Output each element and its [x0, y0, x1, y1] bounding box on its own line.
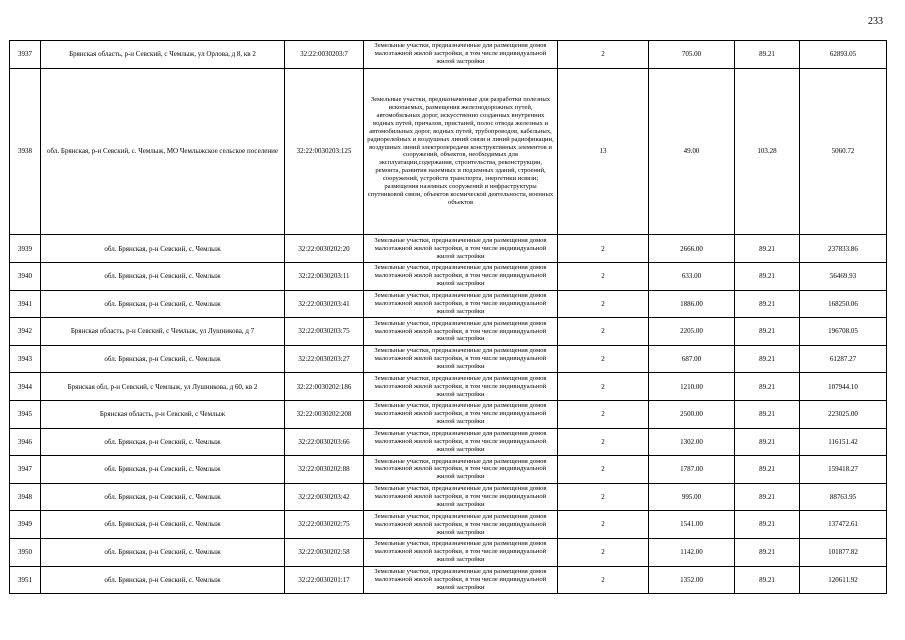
table-row [10, 345, 887, 373]
address-cell: обл. Брянская, р-н Севский, с. Чемлыж [41, 428, 285, 456]
value-cell: 61287.27 [800, 345, 887, 373]
cadastral-number-cell: 32:22:0030203:41 [285, 290, 364, 318]
group-cell: 2 [558, 345, 649, 373]
group-cell: 2 [558, 428, 649, 456]
land-use-cell: Земельные участки, предназначенные для размещения домов малоэтажной жилой застройки, в том числе индивидуальной жилой застройки [364, 373, 558, 401]
row-number: 3950 [10, 538, 41, 566]
table-row [10, 290, 887, 318]
rate-cell: 89.21 [735, 373, 800, 401]
land-use-cell: Земельные участки, предназначенные для размещения домов малоэтажной жилой застройки, в том числе индивидуальной жилой застройки [364, 428, 558, 456]
row-number: 3951 [10, 566, 41, 594]
group-cell: 2 [558, 566, 649, 594]
value-cell: 168250.06 [800, 290, 887, 318]
table-row [10, 235, 887, 263]
cadastral-number-cell: 32:22:0030202:186 [285, 373, 364, 401]
area-cell: 1142.00 [649, 538, 735, 566]
table-row [10, 41, 887, 69]
value-cell: 107944.10 [800, 373, 887, 401]
group-cell: 2 [558, 511, 649, 539]
table-row [10, 318, 887, 346]
land-use-cell: Земельные участки, предназначенные для размещения домов малоэтажной жилой застройки, в том числе индивидуальной жилой застройки [364, 511, 558, 539]
value-cell: 223025.00 [800, 400, 887, 428]
value-cell: 159418.27 [800, 456, 887, 484]
row-number: 3945 [10, 400, 41, 428]
value-cell: 120611.92 [800, 566, 887, 594]
page-number: 233 [868, 16, 883, 27]
land-use-cell: Земельные участки, предназначенные для размещения домов малоэтажной жилой застройки, в том числе индивидуальной жилой застройки [364, 538, 558, 566]
table-row [10, 566, 887, 594]
address-cell: Брянская область, р-н Севский, с Чемлыж, ул Лушникова, д 7 [41, 318, 285, 346]
address-cell: Брянская обл, р-н Севский, с Чемлыж, ул Лушникова, д 60, кв 2 [41, 373, 285, 401]
cadastral-number-cell: 32:22:0030202:88 [285, 456, 364, 484]
cadastral-number-cell: 32:22:0030202:20 [285, 235, 364, 263]
cadastral-number-cell: 32:22:0030202:75 [285, 511, 364, 539]
address-cell: обл. Брянская, р-н Севский, с. Чемлыж [41, 538, 285, 566]
address-cell: обл. Брянская, р-н Севский, с. Чемлыж [41, 290, 285, 318]
table-row [10, 456, 887, 484]
row-number: 3940 [10, 262, 41, 290]
address-cell: обл. Брянская, р-н Севский, с. Чемлыж [41, 262, 285, 290]
rate-cell: 89.21 [735, 41, 800, 69]
address-cell: обл. Брянская, р-н Севский, с. Чемлыж [41, 345, 285, 373]
group-cell: 2 [558, 262, 649, 290]
group-cell: 2 [558, 400, 649, 428]
rate-cell: 89.21 [735, 235, 800, 263]
row-number: 3937 [10, 41, 41, 69]
table-row [10, 373, 887, 401]
land-use-cell: Земельные участки, предназначенные для размещения домов малоэтажной жилой застройки, в том числе индивидуальной жилой застройки [364, 318, 558, 346]
area-cell: 2666.00 [649, 235, 735, 263]
rate-cell: 89.21 [735, 318, 800, 346]
row-number: 3947 [10, 456, 41, 484]
area-cell: 995.00 [649, 483, 735, 511]
rate-cell: 89.21 [735, 290, 800, 318]
land-use-cell: Земельные участки, предназначенные для размещения домов малоэтажной жилой застройки, в том числе индивидуальной жилой застройки [364, 400, 558, 428]
table-row [10, 511, 887, 539]
land-use-cell: Земельные участки, предназначенные для размещения домов малоэтажной жилой застройки, в том числе индивидуальной жилой застройки [364, 290, 558, 318]
table-row [10, 428, 887, 456]
address-cell: Брянская область, р-н Севский, с Чемлыж, ул Орлова, д 8, кв 2 [41, 41, 285, 69]
row-number: 3941 [10, 290, 41, 318]
cadastral-number-cell: 32:22:0030203:66 [285, 428, 364, 456]
land-use-cell: Земельные участки, предназначенные для размещения домов малоэтажной жилой застройки, в том числе индивидуальной жилой застройки [364, 345, 558, 373]
table-row [10, 483, 887, 511]
row-number: 3946 [10, 428, 41, 456]
land-use-cell: Земельные участки, предназначенные для размещения домов малоэтажной жилой застройки, в том числе индивидуальной жилой застройки [364, 483, 558, 511]
rate-cell: 89.21 [735, 538, 800, 566]
area-cell: 1541.00 [649, 511, 735, 539]
rate-cell: 89.21 [735, 456, 800, 484]
group-cell: 2 [558, 235, 649, 263]
rate-cell: 103.28 [735, 68, 800, 235]
rate-cell: 89.21 [735, 566, 800, 594]
land-use-cell: Земельные участки, предназначенные для разработки полезных ископаемых, размещения железнодорожных путей, автомобильных дорог, искусственно созданных внутренних водных путей, причалов, пристаней, полос отвода железных и автомобильных дорог, водных путей, трубопроводов, кабельных, радиорелейных и воздушных линий связи и линий радиофикации, воздушных линий электропередачи конструктивных элементов и сооружений, объектов, необходимых для эксплуатации,содержания, строительства, реконструкции, ремонта, развития наземных и подземных зданий, строений, сооружений, устройств транспорта, энергетики исвязи; размещения наземных сооружений и инфраструктуры спутниковой связи, объектов космической деятельности, военных объектов [364, 68, 558, 235]
address-cell: обл. Брянская, р-н Севский, с. Чемлыж [41, 235, 285, 263]
area-cell: 1787.00 [649, 456, 735, 484]
area-cell: 687.00 [649, 345, 735, 373]
group-cell: 2 [558, 318, 649, 346]
value-cell: 116151.42 [800, 428, 887, 456]
area-cell: 1210.00 [649, 373, 735, 401]
value-cell: 137472.61 [800, 511, 887, 539]
value-cell: 62893.05 [800, 41, 887, 69]
area-cell: 1352.00 [649, 566, 735, 594]
land-use-cell: Земельные участки, предназначенные для размещения домов малоэтажной жилой застройки, в том числе индивидуальной жилой застройки [364, 41, 558, 69]
address-cell: обл. Брянская, р-н Севский, с. Чемлыж, МО Чемлыжское сельское поселение [41, 68, 285, 235]
row-number: 3949 [10, 511, 41, 539]
rate-cell: 89.21 [735, 483, 800, 511]
rate-cell: 89.21 [735, 428, 800, 456]
group-cell: 2 [558, 456, 649, 484]
area-cell: 2205.00 [649, 318, 735, 346]
table-row [10, 400, 887, 428]
value-cell: 5060.72 [800, 68, 887, 235]
cadastral-number-cell: 32:22:0030203:27 [285, 345, 364, 373]
group-cell: 13 [558, 68, 649, 235]
address-cell: обл. Брянская, р-н Севский, с. Чемлыж [41, 456, 285, 484]
area-cell: 49.00 [649, 68, 735, 235]
cadastral-number-cell: 32:22:0030203:125 [285, 68, 364, 235]
cadastral-number-cell: 32:22:0030202:58 [285, 538, 364, 566]
table-row [10, 262, 887, 290]
group-cell: 2 [558, 290, 649, 318]
value-cell: 196708.05 [800, 318, 887, 346]
cadastral-number-cell: 32:22:0030203:7 [285, 41, 364, 69]
row-number: 3948 [10, 483, 41, 511]
area-cell: 633.00 [649, 262, 735, 290]
row-number: 3942 [10, 318, 41, 346]
value-cell: 101877.82 [800, 538, 887, 566]
land-use-cell: Земельные участки, предназначенные для размещения домов малоэтажной жилой застройки, в том числе индивидуальной жилой застройки [364, 566, 558, 594]
land-use-cell: Земельные участки, предназначенные для размещения домов малоэтажной жилой застройки, в том числе индивидуальной жилой застройки [364, 262, 558, 290]
cadastral-number-cell: 32:22:0030203:42 [285, 483, 364, 511]
value-cell: 88763.95 [800, 483, 887, 511]
row-number: 3938 [10, 68, 41, 235]
address-cell: обл. Брянская, р-н Севский, с. Чемлыж [41, 566, 285, 594]
rate-cell: 89.21 [735, 262, 800, 290]
group-cell: 2 [558, 373, 649, 401]
rate-cell: 89.21 [735, 511, 800, 539]
cadastral-number-cell: 32:22:0030203:75 [285, 318, 364, 346]
table-row [10, 68, 887, 235]
rate-cell: 89.21 [735, 400, 800, 428]
rate-cell: 89.21 [735, 345, 800, 373]
cadastral-number-cell: 32:22:0030203:11 [285, 262, 364, 290]
row-number: 3943 [10, 345, 41, 373]
area-cell: 705.00 [649, 41, 735, 69]
address-cell: обл. Брянская, р-н Севский, с. Чемлыж [41, 483, 285, 511]
row-number: 3939 [10, 235, 41, 263]
group-cell: 2 [558, 538, 649, 566]
row-number: 3944 [10, 373, 41, 401]
value-cell: 56469.93 [800, 262, 887, 290]
land-use-cell: Земельные участки, предназначенные для размещения домов малоэтажной жилой застройки, в том числе индивидуальной жилой застройки [364, 456, 558, 484]
cadastral-number-cell: 32:22:0030202:208 [285, 400, 364, 428]
cadastral-number-cell: 32:22:0030201:17 [285, 566, 364, 594]
group-cell: 2 [558, 483, 649, 511]
area-cell: 1886.00 [649, 290, 735, 318]
value-cell: 237833.86 [800, 235, 887, 263]
address-cell: обл. Брянская, р-н Севский, с. Чемлыж [41, 511, 285, 539]
table-row [10, 538, 887, 566]
group-cell: 2 [558, 41, 649, 69]
address-cell: Брянская область, р-н Севский, с Чемлыж [41, 400, 285, 428]
land-use-cell: Земельные участки, предназначенные для размещения домов малоэтажной жилой застройки, в том числе индивидуальной жилой застройки [364, 235, 558, 263]
cadastral-value-table [9, 40, 887, 594]
area-cell: 2500.00 [649, 400, 735, 428]
area-cell: 1302.00 [649, 428, 735, 456]
